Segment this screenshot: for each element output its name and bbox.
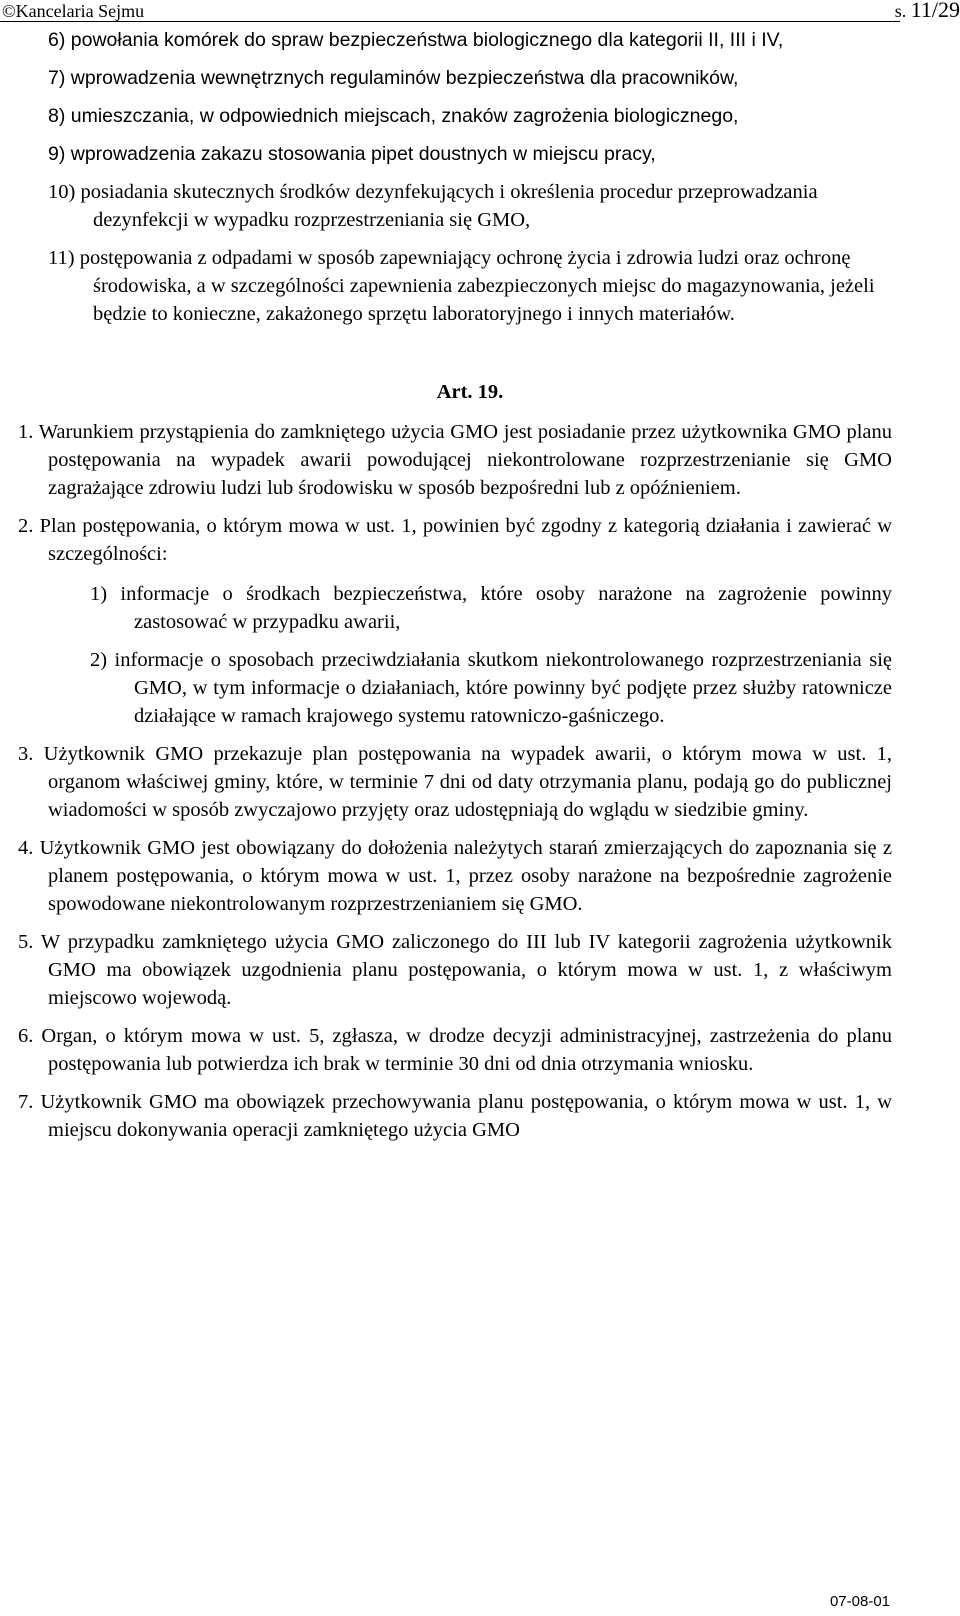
document-body (18, 26, 892, 1154)
section-2-item-2: 2) informacje o sposobach przeciwdziałania skutkom niekontrolowanego rozprzestrzeniania się GMO, w tym informacje o działaniach, które powinny być podjęte przez służby ratownicze działające w ramach krajowego systemu ratowniczo-gaśniczego. (90, 649, 892, 727)
section-6-text: 6. Organ, o którym mowa w ust. 5, zgłasza, w drodze decyzji administracyjnej, zastrzeżenia do planu postępowania lub potwierdza ich brak w terminie 30 dni od dnia otrzymania wniosku. (18, 1025, 892, 1075)
section-5-text: 5. W przypadku zamkniętego użycia GMO zaliczonego do III lub IV kategorii zagrożenia użytkownik GMO ma obowiązek uzgodnienia planu postępowania, o którym mowa w ust. 1, z właściwym miejscowo wojewodą. (18, 931, 892, 1009)
list-item-11: 11) postępowania z odpadami w sposób zapewniający ochronę życia i zdrowia ludzi oraz ochronę środowiska, a w szczególności zapewnienia zabezpieczonych miejsc do magazynowania, jeżeli będzie to konieczne, zakażonego sprzętu laboratoryjnego i innych materiałów. (48, 247, 875, 325)
list-item-8: 8) umieszczania, w odpowiednich miejscach, znaków zagrożenia biologicznego, (48, 105, 739, 127)
header-rule (0, 21, 900, 22)
list-item-7: 7) wprowadzenia wewnętrznych regulaminów bezpieczeństwa dla pracowników, (48, 67, 739, 89)
section-2-item-1: 1) informacje o środkach bezpieczeństwa, które osoby narażone na zagrożenie powinny zastosować w przypadku awarii, (90, 583, 892, 633)
section-2-list (90, 580, 892, 730)
section-4-text: 4. Użytkownik GMO jest obowiązany do dołożenia należytych starań zmierzających do zapoznania się z planem postępowania, o którym mowa w ust. 1, przez osoby narażone na bezpośrednie zagrożenie spowodowane niekontrolowanym rozprzestrzenianiem się GMO. (18, 837, 892, 915)
section-3 (18, 740, 892, 824)
article-title: Art. 19. (436, 381, 504, 403)
list-item-6: 6) powołania komórek do spraw bezpieczeństwa biologicznego dla kategorii II, III i IV, (48, 29, 784, 51)
section-3-text: 3. Użytkownik GMO przekazuje plan postępowania na wypadek awarii, o którym mowa w ust. 1, organom właściwej gminy, które, w terminie 7 dni od daty otrzymania planu, podają go do publicznej wiadomości w sposób zwyczajowo przyjęty oraz udostępniają do wglądu w siedzibie gminy. (18, 743, 892, 821)
section-7-text: 7. Użytkownik GMO ma obowiązek przechowywania planu postępowania, o którym mowa w ust. 1, w miejscu dokonywania operacji zamkniętego użycia GMO (18, 1091, 892, 1141)
page-header (0, 0, 960, 24)
section-6 (18, 1022, 892, 1078)
footer-date: 07-08-01 (829, 1593, 890, 1610)
section-1 (18, 418, 892, 502)
section-5 (18, 928, 892, 1012)
section-2 (18, 512, 892, 730)
list-item-10: 10) posiadania skutecznych środków dezynfekujących i określenia procedur przeprowadzania dezynfekcji w wypadku rozprzestrzeniania się GMO, (48, 181, 818, 231)
page-count: 11/29 (910, 0, 960, 22)
section-1-text: 1. Warunkiem przystąpienia do zamkniętego użycia GMO jest posiadanie przez użytkownika GMO planu postępowania na wypadek awarii powodującej niekontrolowane rozprzestrzenianie się GMO zagrażające zdrowiu ludzi lub środowisku w sposób bezpośredni lub z opóźnieniem. (18, 421, 892, 499)
header-page-number (895, 0, 960, 22)
page-prefix: s. (894, 1, 911, 21)
top-list (48, 26, 892, 328)
section-2-text: 2. Plan postępowania, o którym mowa w ust. 1, powinien być zgodny z kategorią działania i zawierać w szczególności: (18, 515, 892, 565)
section-7 (18, 1088, 892, 1144)
header-copyright: ©Kancelaria Sejmu (2, 1, 145, 21)
list-item-9: 9) wprowadzenia zakazu stosowania pipet doustnych w miejscu pracy, (48, 143, 656, 165)
section-4 (18, 834, 892, 918)
